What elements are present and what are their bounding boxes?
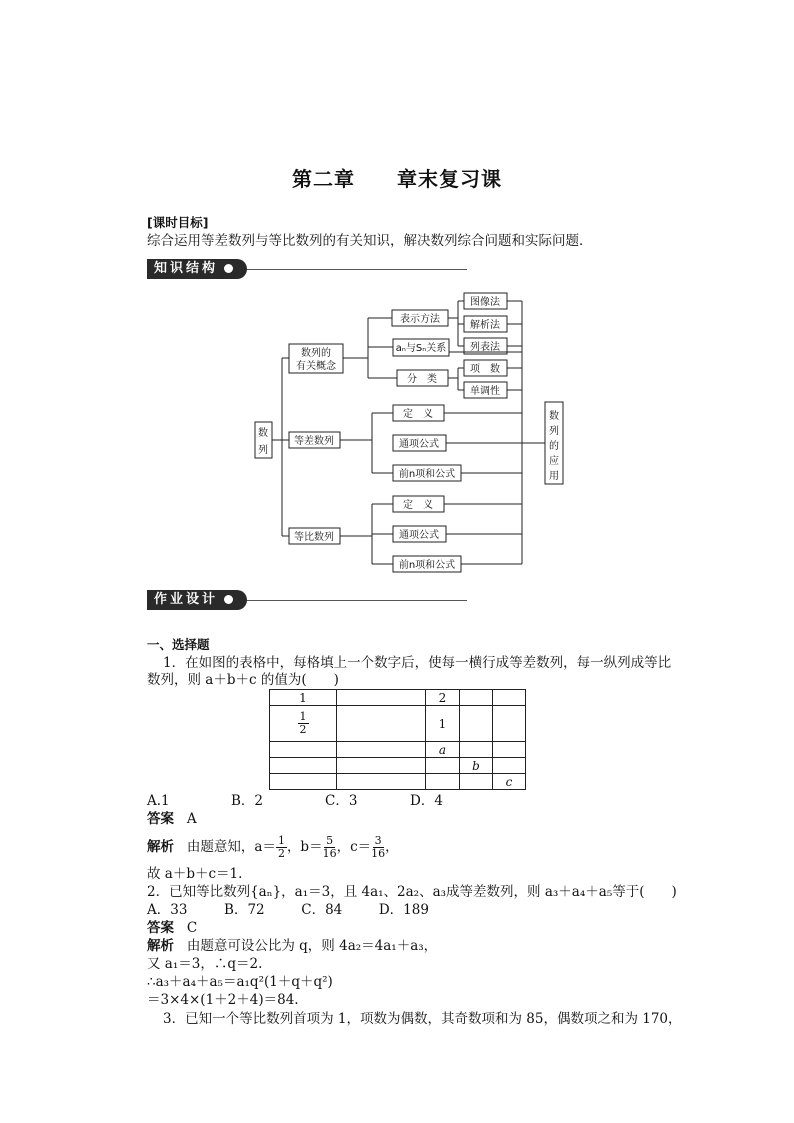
goal-text: 综合运用等差数列与等比数列的有关知识，解决数列综合问题和实际问题．	[147, 233, 593, 249]
root-label-1: 数	[258, 428, 268, 439]
q1-grid-table	[269, 689, 526, 790]
q1-analysis-line	[147, 829, 399, 865]
q1-answer: A	[186, 811, 197, 827]
q2-answer-line	[147, 919, 197, 937]
concept-label-1: 数列的	[301, 348, 331, 359]
q1-line-2: 数列，则 a＋b＋c 的值为( )	[147, 672, 339, 688]
grid-cell	[460, 690, 493, 706]
grid-cell	[460, 742, 493, 758]
grid-cell	[493, 742, 526, 758]
q1-option-b: B．2	[231, 793, 264, 809]
grid-cell	[493, 758, 526, 774]
grid-cell: 2	[426, 690, 460, 706]
q2-analysis-4: ＝3×4×(1＋2＋4)＝84.	[147, 992, 299, 1008]
app-label-3: 的	[549, 441, 559, 452]
q2-analysis-2: 又 a₁＝3，∴q＝2.	[147, 956, 263, 972]
arith-general-label: 通项公式	[399, 439, 439, 450]
geo-sum-label: 前n项和公式	[398, 560, 456, 571]
q1-ana-end: ，	[385, 839, 399, 855]
q2-line: 2．已知等比数列{aₙ}，a₁＝3，且 4a₁、2a₂、a₃成等差数列，则 a₃＋a₄＋a₅等于( )	[147, 884, 677, 900]
an-sn-label: aₙ与Sₙ关系	[395, 343, 447, 354]
banner-label: 作业设计	[154, 592, 219, 607]
fraction: $\frac{1}{2}$	[277, 833, 285, 860]
analysis-label: 解析	[147, 839, 174, 855]
grid-cell	[337, 758, 426, 774]
q2-analysis-1: 解析 由题意可设公比为 q，则 4a₂＝4a₁＋a₃，	[147, 938, 438, 954]
geo-label: 等比数列	[294, 532, 334, 543]
app-label-5: 用	[549, 471, 559, 482]
goal-label: [课时目标]	[147, 215, 209, 230]
q1-option-d: D．4	[410, 793, 443, 809]
grid-cell	[337, 706, 426, 742]
answer-label: 答案	[147, 811, 174, 827]
terms-label: 项 数	[470, 364, 500, 375]
app-label-4: 应	[549, 456, 559, 467]
q2-option-b: B．72	[224, 902, 265, 918]
q1-ana-mid1: ，b＝	[286, 839, 323, 855]
fraction: $\frac{5}{16}$	[322, 833, 337, 860]
q1-answer-line	[147, 810, 197, 828]
grid-cell: c	[493, 774, 526, 790]
banner-label: 知识结构	[154, 261, 219, 276]
grid-cell	[337, 742, 426, 758]
grid-cell	[493, 706, 526, 742]
q2-analysis-3: ∴a₃＋a₄＋a₅＝a₁q²(1＋q＋q²)	[147, 974, 333, 990]
repr-label: 表示方法	[400, 314, 440, 325]
q1-ana-mid2: ，c＝	[336, 839, 372, 855]
grid-cell	[270, 758, 337, 774]
grid-cell	[460, 774, 493, 790]
grid-cell	[337, 690, 426, 706]
grid-cell	[270, 706, 337, 742]
q2-option-c: C．84	[301, 902, 343, 918]
banner-rule	[247, 600, 467, 601]
geo-def-label: 定 义	[403, 500, 433, 511]
classify-label: 分 类	[407, 374, 437, 385]
grid-cell	[426, 774, 460, 790]
graph-label: 图像法	[470, 297, 500, 308]
q3-line: 3．已知一个等比数列首项为 1，项数为偶数，其奇数项和为 85，偶数项之和为 170，	[163, 1011, 682, 1027]
q2-option-d: D．189	[378, 902, 429, 918]
grid-cell	[270, 742, 337, 758]
grid-cell: 1	[426, 706, 460, 742]
mono-label: 单调性	[470, 386, 500, 397]
section-choice: 一、选择题	[147, 637, 210, 652]
fraction: $\frac{3}{16}$	[371, 833, 386, 860]
table-method-label: 列表法	[470, 342, 500, 353]
q1-ana-pre: 由题意知，a＝	[186, 839, 276, 855]
grid-cell	[493, 690, 526, 706]
grid-cell	[270, 774, 337, 790]
arith-sum-label: 前n项和公式	[398, 469, 456, 480]
q2-answer: C	[186, 920, 198, 936]
root-label-2: 列	[258, 445, 268, 456]
grid-cell: b	[460, 758, 493, 774]
dot-icon	[224, 595, 233, 604]
q1-option-c: C．3	[325, 793, 358, 809]
geo-general-label: 通项公式	[399, 530, 439, 541]
section-banner-homework	[147, 590, 247, 610]
app-label-1: 数	[549, 411, 559, 422]
grid-cell	[426, 758, 460, 774]
q2-option-a: A．33	[147, 902, 188, 918]
grid-cell: 1	[270, 690, 337, 706]
page-title: 第二章 章末复习课	[292, 167, 502, 191]
q1-line-1: 1．在如图的表格中，每格填上一个数字后，使每一横行成等差数列，每一纵列成等比	[163, 655, 672, 671]
grid-cell	[460, 706, 493, 742]
concept-label-2: 有关概念	[296, 361, 336, 372]
q1-option-a: A.1	[147, 793, 170, 809]
answer-label: 答案	[147, 920, 174, 936]
grid-cell: a	[426, 742, 460, 758]
analysis-label: 解析	[147, 938, 174, 954]
q2-options	[147, 901, 429, 919]
grid-cell	[337, 774, 426, 790]
arith-label: 等差数列	[294, 436, 334, 447]
app-label-2: 列	[549, 426, 559, 437]
q1-conclusion: 故 a＋b＋c＝1.	[147, 866, 243, 882]
analytic-label: 解析法	[470, 320, 500, 331]
arith-def-label: 定 义	[403, 409, 433, 420]
fraction: $\frac{1}{2}$	[299, 710, 307, 736]
